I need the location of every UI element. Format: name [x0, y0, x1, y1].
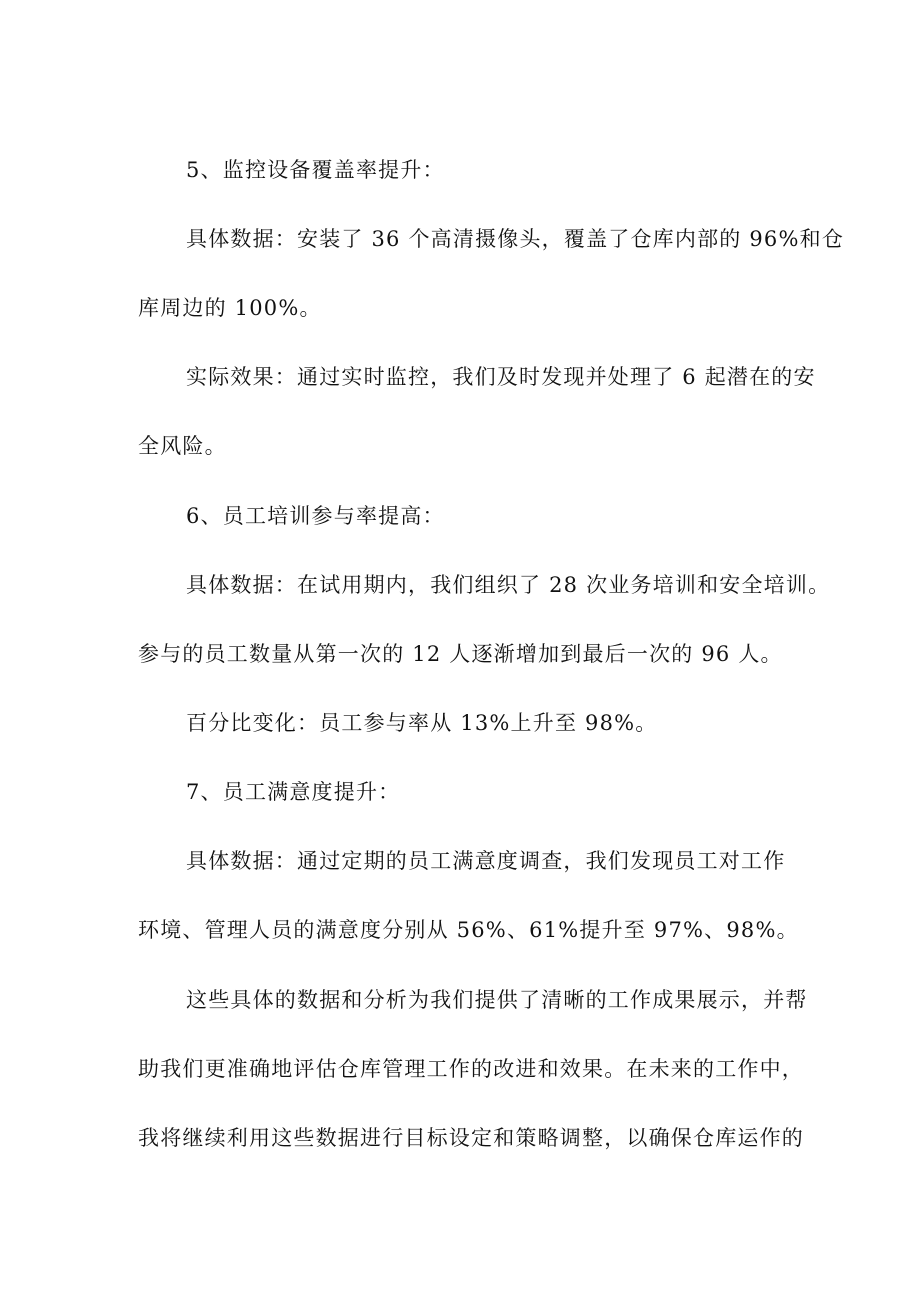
- paragraph-line: 我将继续利用这些数据进行目标设定和策略调整，以确保仓库运作的: [138, 1126, 804, 1150]
- paragraph-line: 这些具体的数据和分析为我们提供了清晰的工作成果展示，并帮: [186, 988, 808, 1012]
- paragraph-line: 库周边的 100%。: [138, 296, 322, 320]
- paragraph-line: 助我们更准确地评估仓库管理工作的改进和效果。在未来的工作中，: [138, 1057, 804, 1081]
- paragraph-line: 参与的员工数量从第一次的 12 人逐渐增加到最后一次的 96 人。: [138, 642, 783, 666]
- paragraph-line: 环境、管理人员的满意度分别从 56%、61%提升至 97%、98%。: [138, 918, 799, 942]
- paragraph-line: 百分比变化：员工参与率从 13%上升至 98%。: [186, 711, 658, 735]
- section-heading-training: 6、员工培训参与率提高：: [186, 504, 445, 528]
- paragraph-line: 实际效果：通过实时监控，我们及时发现并处理了 6 起潜在的安: [186, 365, 816, 389]
- paragraph-line: 具体数据：通过定期的员工满意度调查，我们发现员工对工作: [186, 849, 786, 873]
- paragraph-line: 全风险。: [138, 434, 227, 458]
- section-heading-monitoring: 5、监控设备覆盖率提升：: [186, 158, 445, 182]
- section-heading-satisfaction: 7、员工满意度提升：: [186, 780, 401, 804]
- paragraph-line: 具体数据：安装了 36 个高清摄像头，覆盖了仓库内部的 96%和仓: [186, 227, 845, 251]
- paragraph-line: 具体数据：在试用期内，我们组织了 28 次业务培训和安全培训。: [186, 573, 831, 597]
